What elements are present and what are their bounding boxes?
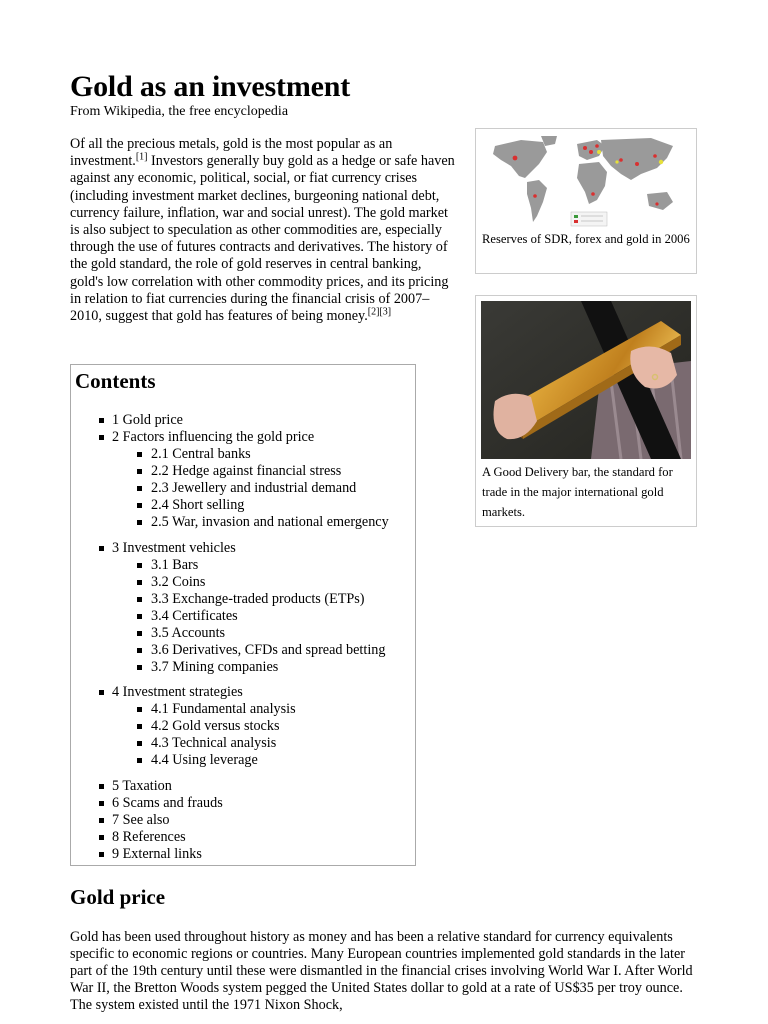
toc-link[interactable]: 3.1 Bars <box>151 557 199 573</box>
bullet-icon <box>137 648 142 653</box>
toc-link[interactable]: 5 Taxation <box>112 778 172 794</box>
page-title: Gold as an investment <box>70 70 350 103</box>
toc-link[interactable]: 4.2 Gold versus stocks <box>151 718 280 734</box>
page-subtitle: From Wikipedia, the free encyclopedia <box>70 104 289 119</box>
intro-text-1: Of all the precious metals, gold is the most popular as an investment. <box>70 136 393 170</box>
toc-link[interactable]: 6 Scams and frauds <box>112 795 223 811</box>
bullet-icon <box>137 707 142 712</box>
bullet-icon <box>137 563 142 568</box>
bullet-icon <box>99 784 104 789</box>
toc-title: Contents <box>75 369 156 393</box>
bullet-icon <box>137 580 142 585</box>
figure-caption: A Good Delivery bar, the standard for trade in the major international gold markets. <box>482 465 673 519</box>
toc-item-factors[interactable] <box>71 429 411 531</box>
bullet-icon <box>137 520 142 525</box>
toc-group-2 <box>71 540 411 676</box>
toc-link[interactable]: 4 Investment strategies <box>112 684 243 700</box>
toc-subitem[interactable] <box>112 752 411 769</box>
bullet-icon <box>99 852 104 857</box>
table-of-contents <box>70 364 416 866</box>
toc-group-1 <box>71 412 411 531</box>
toc-subitem[interactable] <box>112 514 411 531</box>
toc-item-investment-strategies[interactable] <box>71 684 411 769</box>
bullet-icon <box>137 503 142 508</box>
toc-subitem[interactable] <box>112 701 411 718</box>
toc-link[interactable]: 3.2 Coins <box>151 574 206 590</box>
toc-subitem[interactable] <box>112 735 411 752</box>
reference-link-2-3[interactable]: [2][3] <box>367 306 392 318</box>
toc-group-3 <box>71 684 411 769</box>
toc-link[interactable]: 2.1 Central banks <box>151 446 251 462</box>
toc-subitem[interactable] <box>112 574 411 591</box>
bullet-icon <box>137 597 142 602</box>
toc-link[interactable]: 3.7 Mining companies <box>151 659 279 675</box>
toc-sublist <box>71 701 411 769</box>
bullet-icon <box>137 724 142 729</box>
toc-link[interactable]: 4.3 Technical analysis <box>151 735 277 751</box>
bullet-icon <box>137 758 142 763</box>
bullet-icon <box>99 818 104 823</box>
gold-bar-photo[interactable] <box>481 301 691 459</box>
bullet-icon <box>99 546 104 551</box>
bullet-icon <box>137 452 142 457</box>
toc-group-4 <box>71 778 411 863</box>
bullet-icon <box>99 418 104 423</box>
toc-link[interactable]: 7 See also <box>112 812 170 828</box>
section-paragraph: Gold has been used throughout history as money and has been a relative standard for currency equivalents specific to economic regions or countries. Many European countries implemented gold standards in the later part of the 19th century until these were dismantled in the financial crises involving World War I. After World War II, the Bretton Woods system pegged the United States dollar to gold at a rate of US$35 per troy ounce. The system existed until the 1971 Nixon Shock, <box>70 929 693 1013</box>
toc-link[interactable]: 9 External links <box>112 846 202 862</box>
toc-subitem[interactable] <box>112 591 411 608</box>
bullet-icon <box>137 631 142 636</box>
toc-subitem[interactable] <box>112 718 411 735</box>
bullet-icon <box>137 469 142 474</box>
bullet-icon <box>137 614 142 619</box>
toc-subitem[interactable] <box>112 446 411 463</box>
toc-sublist <box>71 446 411 531</box>
toc-link[interactable]: 3 Investment vehicles <box>112 540 236 556</box>
toc-item-scams[interactable] <box>71 795 411 812</box>
toc-item-gold-price[interactable] <box>71 412 411 429</box>
bullet-icon <box>99 690 104 695</box>
bullet-icon <box>137 486 142 491</box>
toc-link[interactable]: 3.6 Derivatives, CFDs and spread betting <box>151 642 386 658</box>
bullet-icon <box>99 435 104 440</box>
toc-subitem[interactable] <box>112 557 411 574</box>
toc-link[interactable]: 3.5 Accounts <box>151 625 226 641</box>
section-heading-gold-price: Gold price <box>70 885 166 909</box>
toc-link[interactable]: 4.4 Using leverage <box>151 752 258 768</box>
bullet-icon <box>137 741 142 746</box>
toc-link[interactable]: 1 Gold price <box>112 412 183 428</box>
world-map-image[interactable] <box>481 134 691 228</box>
bullet-icon <box>99 801 104 806</box>
toc-subitem[interactable] <box>112 497 411 514</box>
toc-subitem[interactable] <box>112 625 411 642</box>
toc-subitem[interactable] <box>112 463 411 480</box>
toc-link[interactable]: 8 References <box>112 829 186 845</box>
toc-subitem[interactable] <box>112 608 411 625</box>
toc-item-investment-vehicles[interactable] <box>71 540 411 676</box>
toc-link[interactable]: 2.3 Jewellery and industrial demand <box>151 480 357 496</box>
toc-link[interactable]: 2.2 Hedge against financial stress <box>151 463 342 479</box>
bullet-icon <box>99 835 104 840</box>
toc-subitem[interactable] <box>112 480 411 497</box>
toc-item-taxation[interactable] <box>71 778 411 795</box>
toc-link[interactable]: 2.5 War, invasion and national emergency <box>151 514 389 530</box>
figure-gold-bar <box>475 295 697 527</box>
toc-link[interactable]: 4.1 Fundamental analysis <box>151 701 296 717</box>
toc-subitem[interactable] <box>112 642 411 659</box>
toc-item-see-also[interactable] <box>71 812 411 829</box>
toc-sublist <box>71 557 411 676</box>
bullet-icon <box>137 665 142 670</box>
toc-link[interactable]: 3.4 Certificates <box>151 608 238 624</box>
toc-link[interactable]: 2.4 Short selling <box>151 497 245 513</box>
toc-subitem[interactable] <box>112 659 411 676</box>
toc-item-references[interactable] <box>71 829 411 846</box>
toc-link[interactable]: 2 Factors influencing the gold price <box>112 429 315 445</box>
reference-link-1[interactable]: [1] <box>135 151 148 163</box>
figure-caption: Reserves of SDR, forex and gold in 2006 <box>482 232 690 246</box>
intro-paragraph <box>70 136 455 325</box>
intro-text-2: Investors generally buy gold as a hedge or safe haven against any economic, political, social, or fiat currency crises (including investment market declines, burgeoning national debt, currency failure, inflation, war and social unrest). The gold market is also subject to speculation as other commodities are, especially through the use of futures contracts and derivatives. The history of the gold standard, the role of gold reserves in central banking, gold's low correlation with other commodity prices, and its pricing in relation to fiat currencies during the financial crisis of 2007–2010, suggest that gold has features of being money. <box>70 153 455 325</box>
figure-reserves-map <box>475 128 697 274</box>
toc-link[interactable]: 3.3 Exchange-traded products (ETPs) <box>151 591 365 607</box>
toc-item-external-links[interactable] <box>71 846 411 863</box>
